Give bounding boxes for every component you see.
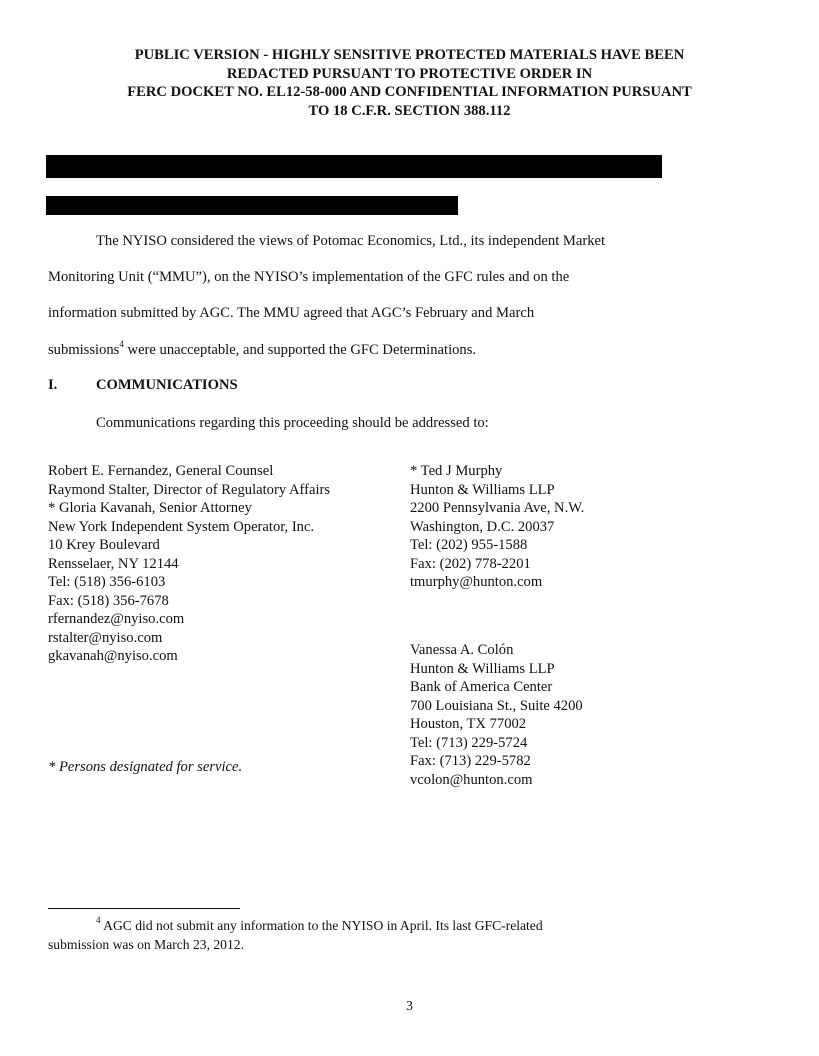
header-line: TO 18 C.F.R. SECTION 388.112 — [308, 102, 511, 119]
section-intro: Communications regarding this proceeding should be addressed to: — [96, 415, 489, 431]
contact-line: * Gloria Kavanah, Senior Attorney — [48, 500, 252, 516]
header-line: REDACTED PURSUANT TO PROTECTIVE ORDER IN — [226, 65, 593, 82]
section-title: COMMUNICATIONS — [96, 377, 238, 393]
contact-line: Tel: (202) 955-1588 — [410, 537, 528, 553]
paragraph-line: The NYISO considered the views of Potomac Economics, Ltd., its independent Market — [96, 233, 606, 249]
redaction-bar — [46, 196, 458, 215]
footnote-divider — [48, 908, 240, 909]
contact-email: gkavanah@nyiso.com — [48, 648, 178, 664]
contact-line: Houston, TX 77002 — [410, 716, 527, 732]
contact-line: Fax: (713) 229-5782 — [410, 753, 531, 769]
footnote-marker: 4 — [96, 915, 101, 926]
header-line: PUBLIC VERSION - HIGHLY SENSITIVE PROTECTED MATERIALS HAVE BEEN — [134, 47, 685, 63]
footnote-reference: 4 — [119, 339, 124, 350]
service-note: * Persons designated for service. — [48, 759, 243, 775]
footnote — [48, 916, 772, 954]
contact-block-nyiso — [48, 462, 330, 666]
contact-block-murphy — [410, 462, 584, 592]
contact-line: 2200 Pennsylvania Ave, N.W. — [410, 500, 585, 516]
contact-line: Washington, D.C. 20037 — [410, 518, 555, 535]
contact-email: tmurphy@hunton.com — [410, 574, 543, 590]
contact-line: Hunton & Williams LLP — [410, 660, 555, 677]
contact-line: New York Independent System Operator, Inc. — [48, 518, 315, 535]
page-number: 3 — [406, 998, 413, 1013]
contact-line: Fax: (518) 356-7678 — [48, 592, 169, 609]
paragraph-line: information submitted by AGC. The MMU agreed that AGC’s February and March — [48, 305, 535, 321]
footnote-text: AGC did not submit any information to the NYISO in April. Its last GFC-related — [100, 918, 543, 933]
contact-line: Hunton & Williams LLP — [410, 481, 555, 498]
contact-line: Vanessa A. Colón — [410, 642, 514, 658]
contact-line: Robert E. Fernandez, General Counsel — [48, 463, 274, 479]
contact-line: 10 Krey Boulevard — [48, 537, 160, 553]
contact-line: Fax: (202) 778-2201 — [410, 555, 531, 572]
confidentiality-header — [40, 46, 779, 120]
contact-email: vcolon@hunton.com — [410, 771, 533, 788]
contact-line: Tel: (518) 356-6103 — [48, 574, 166, 590]
footnote-text: submission was on March 23, 2012. — [48, 937, 244, 952]
section-number: I. — [48, 377, 58, 393]
header-line: FERC DOCKET NO. EL12-58-000 AND CONFIDENTIAL INFORMATION PURSUANT — [127, 84, 692, 100]
contact-line: 700 Louisiana St., Suite 4200 — [410, 697, 583, 714]
contact-block-colon — [410, 641, 583, 789]
contact-line: Tel: (713) 229-5724 — [410, 734, 528, 751]
paragraph-text: were unacceptable, and supported the GFC Determinations. — [123, 342, 477, 358]
redaction-bar — [46, 155, 662, 178]
contact-line: * Ted J Murphy — [410, 463, 503, 479]
contact-line: Bank of America Center — [410, 679, 553, 695]
contact-email: rfernandez@nyiso.com — [48, 611, 185, 627]
contact-email: rstalter@nyiso.com — [48, 629, 163, 646]
section-heading — [48, 377, 238, 394]
paragraph-line: Monitoring Unit (“MMU”), on the NYISO’s implementation of the GFC rules and on the — [48, 269, 570, 285]
paragraph-text: submissions — [48, 342, 120, 358]
contact-line: Raymond Stalter, Director of Regulatory Affairs — [48, 481, 331, 498]
contact-line: Rensselaer, NY 12144 — [48, 555, 179, 572]
paragraph-line — [48, 339, 477, 359]
